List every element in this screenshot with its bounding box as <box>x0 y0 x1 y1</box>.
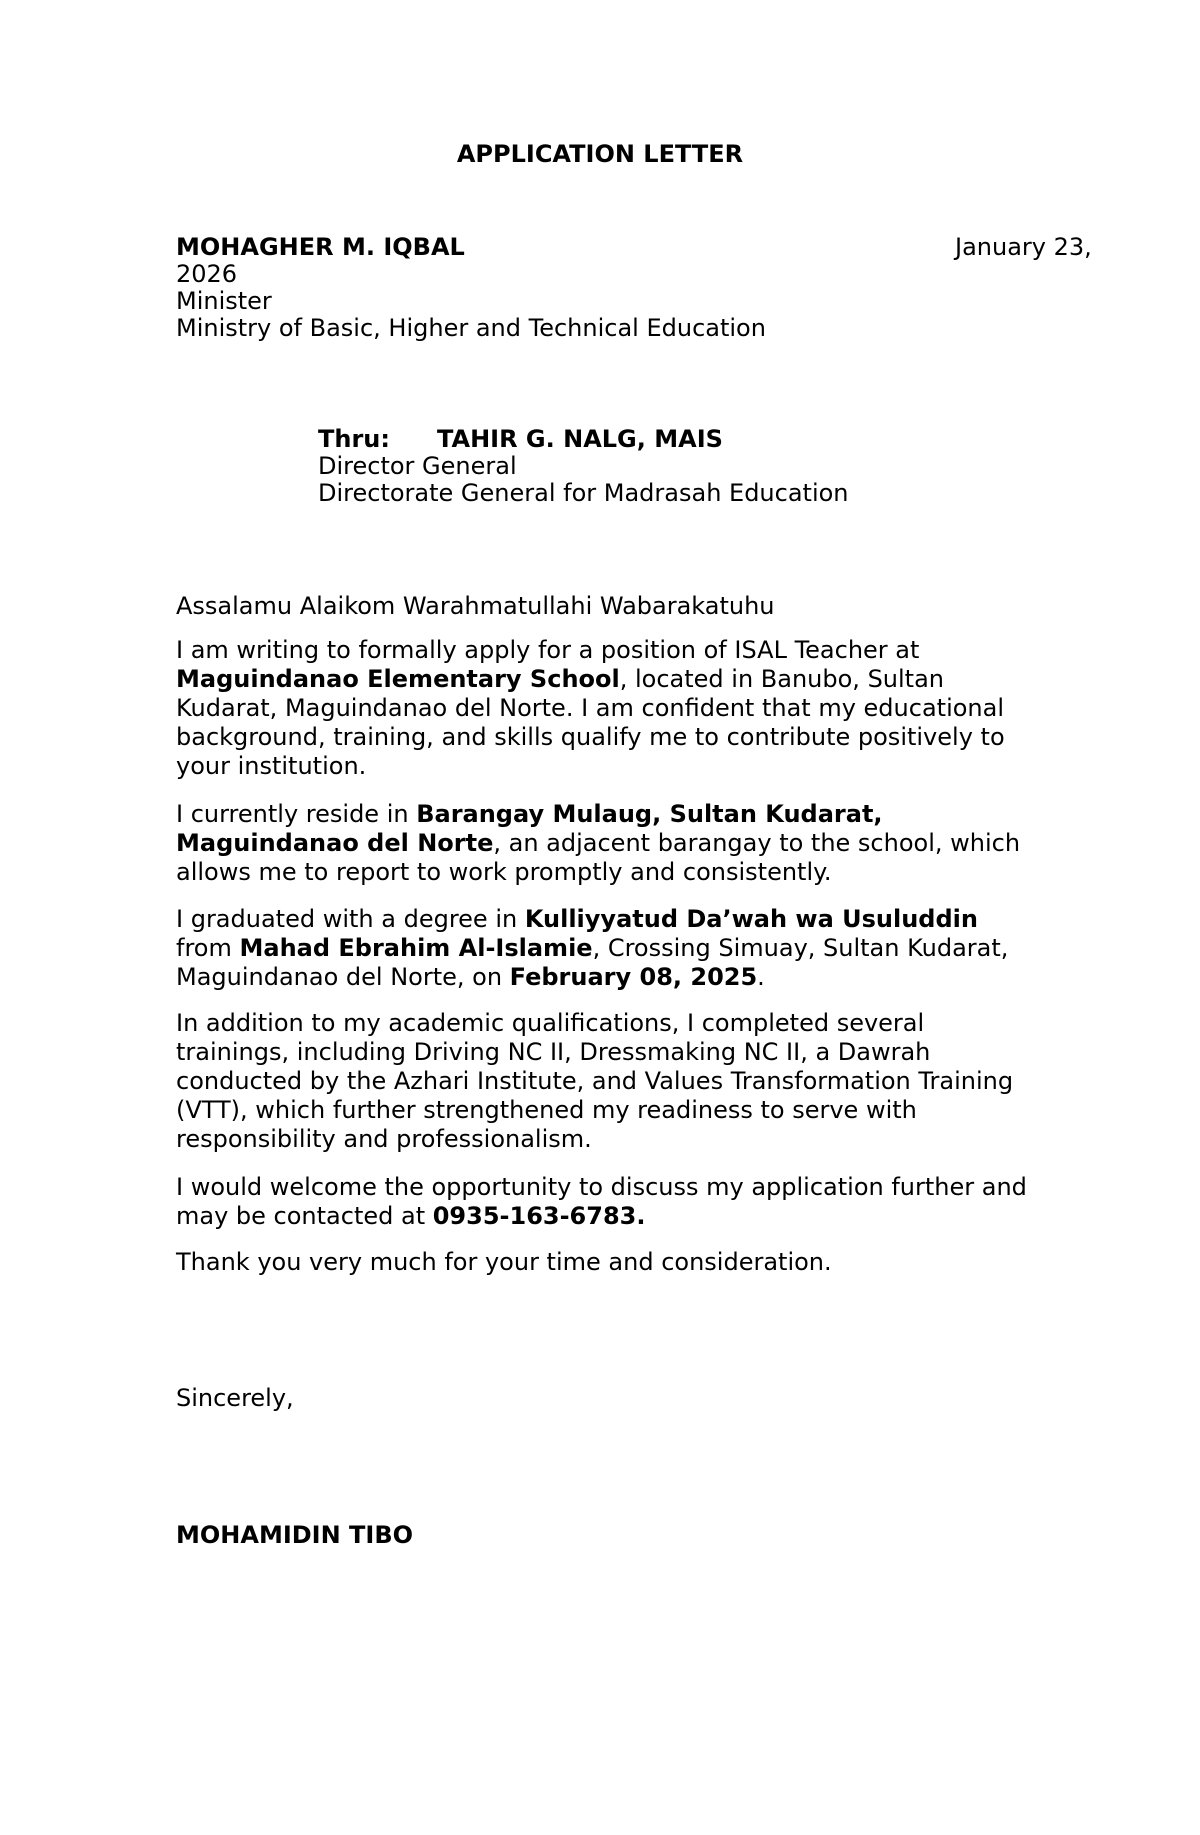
paragraph-line: I am writing to formally apply for a position of ISAL Teacher at <box>176 636 920 664</box>
residence-province: Maguindanao del Norte <box>176 829 494 857</box>
closing: Sincerely, <box>176 1384 294 1412</box>
thru-name: TAHIR G. NALG, MAIS <box>437 425 723 453</box>
text-run: . <box>757 963 765 991</box>
text-run: , located in Banubo, Sultan <box>619 665 945 693</box>
text-run: may be contacted at <box>176 1202 433 1230</box>
paragraph-line <box>176 665 1026 694</box>
letter-title: APPLICATION LETTER <box>456 140 744 168</box>
paragraph-line: I would welcome the opportunity to discuss my application further and <box>176 1173 1027 1201</box>
paragraph-line: trainings, including Driving NC II, Dressmaking NC II, a Dawrah <box>176 1038 931 1066</box>
recipient-office: Ministry of Basic, Higher and Technical Education <box>176 314 766 342</box>
paragraph-line <box>176 1202 1026 1231</box>
recipient-name: MOHAGHER M. IQBAL <box>176 233 465 261</box>
paragraph-application <box>176 636 1026 781</box>
recipient-position: Minister <box>176 287 272 315</box>
letter-date-part2: 2026 <box>176 260 238 288</box>
thru-position: Director General <box>318 452 517 480</box>
paragraph-line: In addition to my academic qualifications, I completed several <box>176 1009 925 1037</box>
degree-name: Kulliyyatud Da’wah wa Usuluddin <box>524 905 978 933</box>
thru-office: Directorate General for Madrasah Education <box>318 479 849 507</box>
school-name: Maguindanao Elementary School <box>176 665 620 693</box>
text-run: from <box>176 934 240 962</box>
text-run: Maguindanao del Norte, on <box>176 963 510 991</box>
thanks-line: Thank you very much for your time and consideration. <box>176 1248 832 1276</box>
paragraph-line: Kudarat, Maguindanao del Norte. I am confident that my educational <box>176 694 1004 722</box>
residence-barangay: Barangay Mulaug, Sultan Kudarat, <box>416 800 883 828</box>
paragraph-line: (VTT), which further strengthened my readiness to serve with <box>176 1096 917 1124</box>
text-run: I currently reside in <box>176 800 417 828</box>
paragraph-line: responsibility and professionalism. <box>176 1125 592 1153</box>
text-run: , an adjacent barangay to the school, which <box>493 829 1021 857</box>
graduation-date: February 08, 2025 <box>509 963 758 991</box>
paragraph-trainings <box>176 1009 1026 1154</box>
text-run: I graduated with a degree in <box>176 905 525 933</box>
paragraph-line: your institution. <box>176 752 367 780</box>
paragraph-line <box>176 905 1026 934</box>
thru-label: Thru: <box>318 425 390 453</box>
paragraph-line: conducted by the Azhari Institute, and Values Transformation Training <box>176 1067 1014 1095</box>
letter-date-part1: January 23, <box>955 233 1092 261</box>
text-run: , Crossing Simuay, Sultan Kudarat, <box>592 934 1009 962</box>
paragraph-line <box>176 800 1026 829</box>
paragraph-line: allows me to report to work promptly and consistently. <box>176 858 832 886</box>
greeting: Assalamu Alaikom Warahmatullahi Wabarakatuhu <box>176 592 775 620</box>
paragraph-line: background, training, and skills qualify me to contribute positively to <box>176 723 1005 751</box>
paragraph-line <box>176 963 1026 992</box>
paragraph-education <box>176 905 1026 992</box>
paragraph-line <box>176 934 1026 963</box>
paragraph-line <box>176 829 1026 858</box>
signatory-name: MOHAMIDIN TIBO <box>176 1521 414 1549</box>
paragraph-contact <box>176 1173 1026 1231</box>
contact-number: 0935-163-6783. <box>432 1202 646 1230</box>
institution-name: Mahad Ebrahim Al-Islamie <box>239 934 593 962</box>
paragraph-residence <box>176 800 1026 887</box>
